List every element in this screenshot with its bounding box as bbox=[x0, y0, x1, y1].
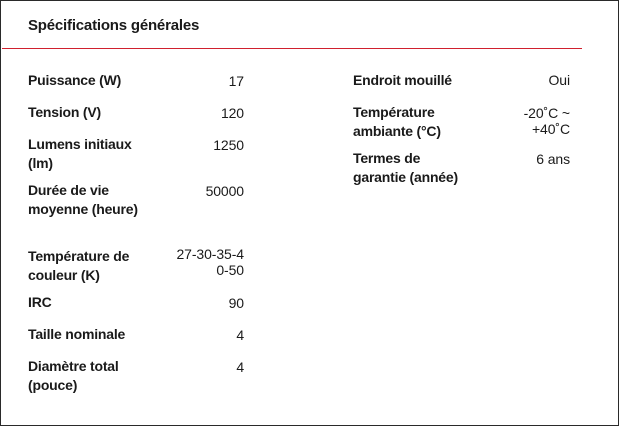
spec-row-wet-location bbox=[353, 71, 570, 103]
spec-label: Durée de vie moyenne (heure) bbox=[28, 182, 138, 217]
spec-value: 27-30-35-40-50 bbox=[176, 246, 244, 278]
spec-row-lumens bbox=[28, 135, 244, 181]
spec-row-nominal-size bbox=[28, 325, 244, 357]
spec-value: 4 bbox=[236, 327, 244, 343]
spec-value: -20˚C ~ +40˚C bbox=[523, 105, 570, 137]
spec-label: Puissance (W) bbox=[28, 72, 122, 88]
spec-value: 4 bbox=[236, 359, 244, 375]
spec-label: Température ambiante (°C) bbox=[353, 104, 441, 139]
section-title: Spécifications générales bbox=[28, 17, 200, 34]
spec-value: 50000 bbox=[205, 183, 244, 199]
spec-row-diameter bbox=[28, 357, 244, 397]
spec-value: 90 bbox=[228, 295, 244, 311]
spec-row-cri bbox=[28, 293, 244, 325]
spec-label: Termes de garantie (année) bbox=[353, 150, 458, 185]
spec-label: Tension (V) bbox=[28, 104, 101, 120]
spec-row-color-temp bbox=[28, 247, 244, 293]
spec-label: Endroit mouillé bbox=[353, 72, 452, 88]
spec-value: 120 bbox=[220, 105, 244, 121]
spec-label: Température de couleur (K) bbox=[28, 248, 130, 283]
spec-value: 17 bbox=[228, 73, 244, 89]
spec-value: 1250 bbox=[213, 137, 244, 153]
spec-label: IRC bbox=[28, 294, 52, 310]
spec-value: 6 ans bbox=[536, 151, 570, 167]
spec-row-voltage bbox=[28, 103, 244, 135]
spec-value: Oui bbox=[548, 72, 570, 88]
spec-label: Lumens initiaux (lm) bbox=[28, 136, 132, 171]
spec-column-left bbox=[28, 71, 244, 397]
spec-row-ambient-temp bbox=[353, 103, 570, 149]
spec-label: Diamètre total (pouce) bbox=[28, 358, 119, 393]
spec-label: Taille nominale bbox=[28, 326, 126, 342]
section-header bbox=[2, 1, 582, 49]
spec-row-warranty bbox=[353, 149, 570, 209]
spec-row-wattage bbox=[28, 71, 244, 103]
spec-row-lifespan bbox=[28, 181, 244, 247]
spec-column-right bbox=[353, 71, 570, 209]
